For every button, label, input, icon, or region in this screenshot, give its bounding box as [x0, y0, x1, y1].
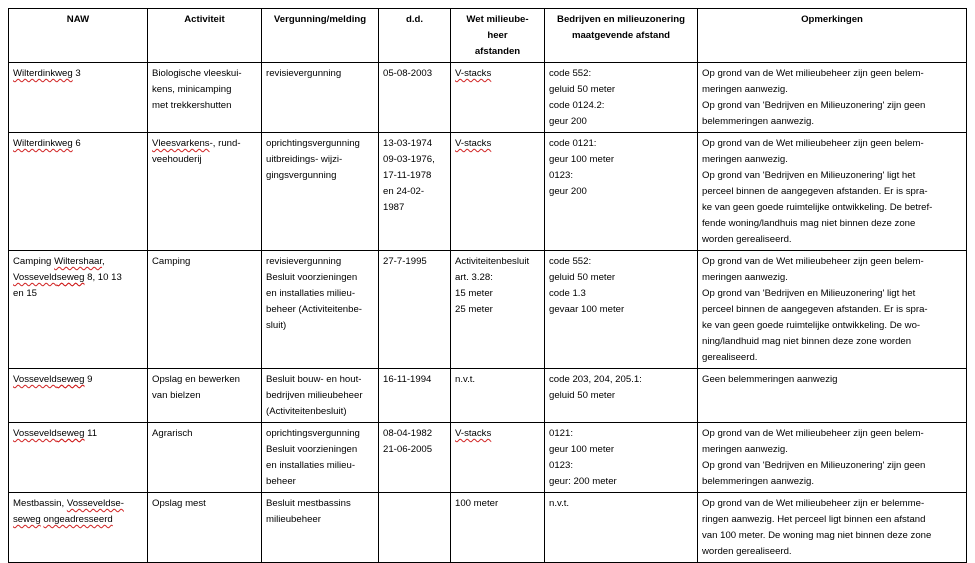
cell-line: worden gerealiseerd. — [702, 234, 792, 245]
cell-line: Activiteitenbesluit — [455, 256, 530, 267]
cell-line: geur 100 meter — [549, 444, 615, 455]
cell-line: en 15 — [13, 288, 38, 299]
cell-line: Besluit voorzieningen — [266, 444, 358, 455]
cell-line: milieubeheer — [266, 514, 321, 525]
cell-line: Agrarisch — [152, 428, 193, 439]
cell-line: 1987 — [383, 202, 405, 213]
cell-line: meringen aanwezig. — [702, 272, 788, 283]
cell-line: 13-03-1974 — [383, 138, 433, 149]
cell-line: 17-11-1978 — [383, 170, 432, 181]
cell-line: Op grond van de Wet milieubeheer zijn geen belem- — [702, 68, 924, 79]
cell-dd — [379, 63, 451, 133]
table-row — [9, 133, 967, 251]
cell-activiteit — [148, 63, 262, 133]
cell-line: uitbreidings- wijzi- — [266, 154, 343, 165]
cell-line: 09-03-1976, — [383, 154, 435, 165]
header-wet-milieubeheer — [451, 9, 545, 63]
cell-line: perceel binnen de aangegeven afstanden. Er is spra- — [702, 304, 928, 315]
cell-line: Camping — [152, 256, 191, 267]
cell-line: Besluit mestbassins — [266, 498, 351, 509]
cell-opmerkingen — [698, 493, 967, 563]
table-row — [9, 369, 967, 423]
cell-line: Mestbassin, Vosseveldse- — [13, 498, 124, 509]
cell-line: gingsvergunning — [266, 170, 337, 181]
header-wet-line: Wet milieube- — [466, 14, 529, 25]
cell-bedrijven — [545, 133, 698, 251]
cell-line: fende woning/landhuis mag niet binnen deze zone — [702, 218, 916, 229]
cell-wet — [451, 133, 545, 251]
cell-wet — [451, 369, 545, 423]
cell-vergunning — [262, 423, 379, 493]
cell-line: en 24-02- — [383, 186, 425, 197]
cell-activiteit — [148, 423, 262, 493]
cell-line: oprichtingsvergunning — [266, 428, 360, 439]
cell-line: seweg ongeadresseerd — [13, 514, 113, 525]
cell-bedrijven — [545, 493, 698, 563]
cell-line: en installaties milieu- — [266, 288, 356, 299]
cell-dd — [379, 251, 451, 369]
cell-naw — [9, 423, 148, 493]
cell-line: en installaties milieu- — [266, 460, 356, 471]
cell-opmerkingen — [698, 369, 967, 423]
cell-line: Wilterdinkweg 6 — [13, 138, 81, 149]
cell-line: belemmeringen aanwezig. — [702, 476, 814, 487]
permits-table — [8, 8, 967, 563]
header-bedrijven — [545, 9, 698, 63]
cell-line: veehouderij — [152, 154, 202, 165]
cell-line: 21-06-2005 — [383, 444, 433, 455]
cell-line: van 100 meter. De woning mag niet binnen deze zone — [702, 530, 932, 541]
cell-line: Op grond van 'Bedrijven en Milieuzonering' ligt het — [702, 170, 916, 181]
cell-line: ringen aanwezig. Het perceel ligt binnen een afstand — [702, 514, 926, 525]
cell-naw — [9, 493, 148, 563]
cell-line: perceel binnen de aangegeven afstanden. Er is spra- — [702, 186, 928, 197]
cell-line: art. 3.28: — [455, 272, 493, 283]
cell-line: meringen aanwezig. — [702, 154, 788, 165]
cell-line: meringen aanwezig. — [702, 84, 788, 95]
header-bedrijven-line: maatgevende afstand — [571, 30, 671, 41]
cell-line: 05-08-2003 — [383, 68, 433, 79]
cell-line: worden gerealiseerd. — [702, 546, 792, 557]
cell-line: geur: 200 meter — [549, 476, 617, 487]
cell-line: 27-7-1995 — [383, 256, 427, 267]
cell-line: sluit) — [266, 320, 287, 331]
cell-line: gerealiseerd. — [702, 352, 758, 363]
cell-line: geluid 50 meter — [549, 272, 616, 283]
cell-activiteit — [148, 133, 262, 251]
cell-wet — [451, 63, 545, 133]
table-row — [9, 493, 967, 563]
cell-line: Besluit bouw- en hout- — [266, 374, 362, 385]
cell-line: beheer (Activiteitenbe- — [266, 304, 362, 315]
cell-line: geur 100 meter — [549, 154, 615, 165]
cell-line: 15 meter — [455, 288, 493, 299]
cell-line: Opslag mest — [152, 498, 206, 509]
cell-line: Biologische vleeskui- — [152, 68, 242, 79]
cell-line: geluid 50 meter — [549, 390, 616, 401]
cell-line: ke van geen goede ruimtelijke ontwikkeling. De betref- — [702, 202, 933, 213]
header-wet-line: heer — [487, 30, 508, 41]
cell-line: Op grond van 'Bedrijven en Milieuzonering' ligt het — [702, 288, 916, 299]
header-opmerkingen: Opmerkingen — [698, 9, 967, 63]
cell-line: Vosseveldseweg 9 — [13, 374, 93, 385]
cell-line: V-stacks — [455, 138, 492, 149]
cell-line: belemmeringen aanwezig. — [702, 116, 814, 127]
cell-line: geluid 50 meter — [549, 84, 616, 95]
cell-line: 0121: — [549, 428, 574, 439]
cell-line: geur 200 — [549, 186, 587, 197]
cell-line: V-stacks — [455, 428, 492, 439]
header-activiteit: Activiteit — [148, 9, 262, 63]
cell-line: ke van geen goede ruimtelijke ontwikkeling. De wo- — [702, 320, 921, 331]
cell-dd — [379, 369, 451, 423]
cell-vergunning — [262, 133, 379, 251]
cell-line: gevaar 100 meter — [549, 304, 625, 315]
cell-line: Besluit voorzieningen — [266, 272, 358, 283]
cell-line: ning/landhuid mag niet binnen deze zone worden — [702, 336, 912, 347]
cell-vergunning — [262, 369, 379, 423]
cell-line: Vosseveldseweg 8, 10 13 — [13, 272, 122, 283]
cell-line: 08-04-1982 — [383, 428, 433, 439]
cell-line: code 203, 204, 205.1: — [549, 374, 642, 385]
cell-line: (Activiteitenbesluit) — [266, 406, 347, 417]
cell-line: code 552: — [549, 256, 592, 267]
cell-line: met trekkershutten — [152, 100, 232, 111]
cell-line: Op grond van de Wet milieubeheer zijn geen belem- — [702, 256, 924, 267]
header-dd: d.d. — [379, 9, 451, 63]
cell-line: code 1.3 — [549, 288, 586, 299]
cell-vergunning — [262, 63, 379, 133]
cell-naw — [9, 369, 148, 423]
cell-line: code 552: — [549, 68, 592, 79]
cell-line: 16-11-1994 — [383, 374, 432, 385]
cell-line: geur 200 — [549, 116, 587, 127]
cell-opmerkingen — [698, 251, 967, 369]
cell-line: Vleesvarkens-, rund- — [152, 138, 241, 149]
cell-opmerkingen — [698, 423, 967, 493]
cell-line: Camping Wiltershaar, — [13, 256, 105, 267]
cell-line: 0123: — [549, 460, 574, 471]
table-body — [9, 63, 967, 563]
cell-vergunning — [262, 493, 379, 563]
cell-line: 100 meter — [455, 498, 499, 509]
cell-dd — [379, 493, 451, 563]
header-wet-line: afstanden — [474, 46, 521, 57]
cell-line: Op grond van de Wet milieubeheer zijn geen belem- — [702, 428, 924, 439]
cell-line: kens, minicamping — [152, 84, 232, 95]
table-row — [9, 251, 967, 369]
cell-line: n.v.t. — [455, 374, 476, 385]
cell-line: oprichtingsvergunning — [266, 138, 360, 149]
cell-line: revisievergunning — [266, 256, 342, 267]
header-vergunning: Vergunning/melding — [262, 9, 379, 63]
cell-line: meringen aanwezig. — [702, 444, 788, 455]
cell-line: revisievergunning — [266, 68, 342, 79]
cell-naw — [9, 63, 148, 133]
header-naw: NAW — [9, 9, 148, 63]
cell-opmerkingen — [698, 133, 967, 251]
cell-bedrijven — [545, 63, 698, 133]
cell-line: code 0124.2: — [549, 100, 605, 111]
cell-wet — [451, 251, 545, 369]
cell-activiteit — [148, 493, 262, 563]
cell-line: V-stacks — [455, 68, 492, 79]
cell-wet — [451, 423, 545, 493]
cell-bedrijven — [545, 369, 698, 423]
cell-dd — [379, 423, 451, 493]
table-row — [9, 423, 967, 493]
cell-activiteit — [148, 369, 262, 423]
cell-bedrijven — [545, 423, 698, 493]
cell-line: Op grond van 'Bedrijven en Milieuzonering' zijn geen — [702, 100, 926, 111]
header-row — [9, 9, 967, 63]
cell-line: Geen belemmeringen aanwezig — [702, 374, 838, 385]
cell-line: code 0121: — [549, 138, 597, 149]
cell-naw — [9, 251, 148, 369]
cell-dd — [379, 133, 451, 251]
cell-line: Op grond van de Wet milieubeheer zijn geen belem- — [702, 138, 924, 149]
cell-line: bedrijven milieubeheer — [266, 390, 363, 401]
cell-line: beheer — [266, 476, 296, 487]
cell-line: 25 meter — [455, 304, 493, 315]
document-page — [8, 8, 967, 563]
cell-line: n.v.t. — [549, 498, 570, 509]
cell-wet — [451, 493, 545, 563]
cell-opmerkingen — [698, 63, 967, 133]
cell-vergunning — [262, 251, 379, 369]
cell-line: Vosseveldseweg 11 — [13, 428, 98, 439]
cell-line: Opslag en bewerken — [152, 374, 240, 385]
table-row — [9, 63, 967, 133]
cell-naw — [9, 133, 148, 251]
cell-line: Op grond van 'Bedrijven en Milieuzonering' zijn geen — [702, 460, 926, 471]
cell-line: 0123: — [549, 170, 574, 181]
cell-line: Wilterdinkweg 3 — [13, 68, 81, 79]
cell-line: van bielzen — [152, 390, 201, 401]
cell-bedrijven — [545, 251, 698, 369]
header-bedrijven-line: Bedrijven en milieuzonering — [557, 14, 685, 25]
cell-line: Op grond van de Wet milieubeheer zijn er belemme- — [702, 498, 925, 509]
cell-activiteit — [148, 251, 262, 369]
